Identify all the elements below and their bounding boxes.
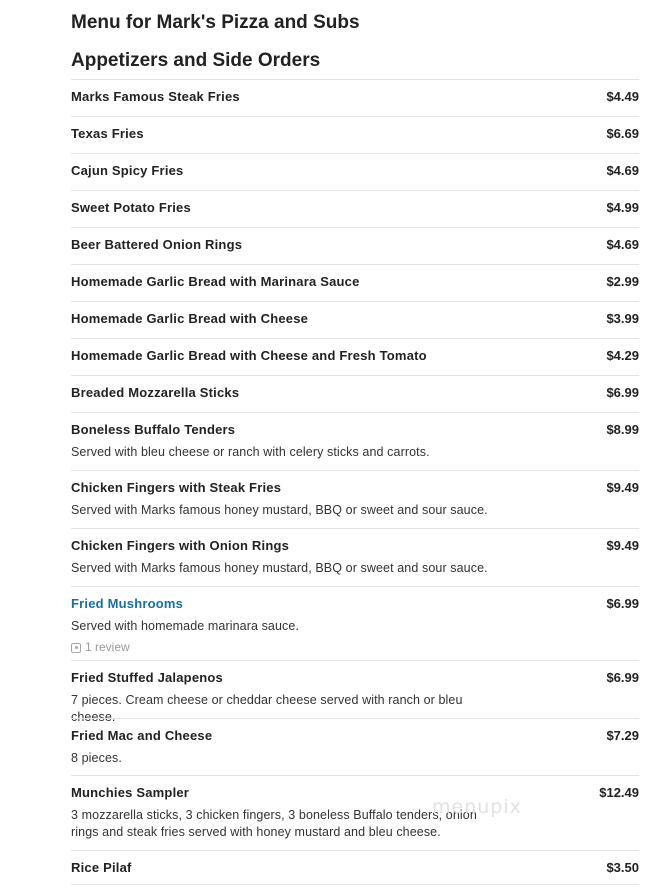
item-name: Marks Famous Steak Fries bbox=[71, 89, 240, 104]
review-link[interactable] bbox=[71, 640, 639, 655]
item-price: $4.69 bbox=[606, 237, 639, 252]
menu-item bbox=[71, 190, 639, 227]
item-name: Fried Mac and Cheese bbox=[71, 728, 213, 743]
item-description: 7 pieces. Cream cheese or cheddar cheese served with ranch or bleu cheese. bbox=[71, 693, 463, 724]
item-name: Fried Stuffed Jalapenos bbox=[71, 670, 223, 685]
item-description: Served with Marks famous honey mustard, BBQ or sweet and sour sauce. bbox=[71, 561, 488, 575]
item-price: $9.49 bbox=[606, 538, 639, 553]
menu-item bbox=[71, 264, 639, 301]
item-price: $2.99 bbox=[606, 274, 639, 289]
item-name-link[interactable]: Fried Mushrooms bbox=[71, 596, 184, 611]
menu-item bbox=[71, 301, 639, 338]
item-description: Served with Marks famous honey mustard, BBQ or sweet and sour sauce. bbox=[71, 503, 488, 517]
item-name: Breaded Mozzarella Sticks bbox=[71, 385, 240, 400]
menu-item bbox=[71, 227, 639, 264]
item-name: Cajun Spicy Fries bbox=[71, 163, 184, 178]
review-icon bbox=[71, 643, 81, 653]
item-description: 3 mozzarella sticks, 3 chicken fingers, 3 boneless Buffalo tenders, onion rings and steak fries served with honey mustard and bleu cheese. bbox=[71, 808, 477, 839]
menu-list bbox=[71, 79, 639, 885]
section-title: Appetizers and Side Orders bbox=[71, 50, 321, 71]
menu-item bbox=[71, 528, 639, 586]
page-title: Menu for Mark's Pizza and Subs bbox=[71, 12, 360, 33]
menu-item bbox=[71, 775, 639, 850]
item-price: $6.99 bbox=[606, 385, 639, 400]
review-count: 1 review bbox=[85, 640, 130, 654]
item-name: Homemade Garlic Bread with Cheese and Fresh Tomato bbox=[71, 348, 427, 363]
item-name: Boneless Buffalo Tenders bbox=[71, 422, 236, 437]
item-name: Chicken Fingers with Onion Rings bbox=[71, 538, 290, 553]
menu-item bbox=[71, 375, 639, 412]
item-price: $4.49 bbox=[606, 89, 639, 104]
menu-item bbox=[71, 412, 639, 470]
item-price: $6.99 bbox=[606, 670, 639, 685]
item-name: Homemade Garlic Bread with Marinara Sauce bbox=[71, 274, 360, 289]
item-price: $6.99 bbox=[606, 596, 639, 611]
menu-item bbox=[71, 153, 639, 190]
item-price: $12.49 bbox=[599, 785, 639, 800]
item-price: $8.99 bbox=[606, 422, 639, 437]
item-description: Served with homemade marinara sauce. bbox=[71, 619, 300, 633]
item-name: Texas Fries bbox=[71, 126, 144, 141]
menu-item bbox=[71, 470, 639, 528]
item-price: $4.69 bbox=[606, 163, 639, 178]
item-price: $4.29 bbox=[606, 348, 639, 363]
item-price: $3.50 bbox=[606, 860, 639, 875]
item-description: 8 pieces. bbox=[71, 751, 122, 765]
item-description: Served with bleu cheese or ranch with celery sticks and carrots. bbox=[71, 445, 430, 459]
item-price: $7.29 bbox=[606, 728, 639, 743]
menu-item bbox=[71, 116, 639, 153]
item-price: $3.99 bbox=[606, 311, 639, 326]
item-price: $9.49 bbox=[606, 480, 639, 495]
item-name: Rice Pilaf bbox=[71, 860, 132, 875]
item-name: Sweet Potato Fries bbox=[71, 200, 191, 215]
watermark: menupix bbox=[432, 796, 522, 818]
item-price: $4.99 bbox=[606, 200, 639, 215]
item-price: $6.69 bbox=[606, 126, 639, 141]
menu-item bbox=[71, 718, 639, 775]
menu-item bbox=[71, 586, 639, 660]
item-name: Homemade Garlic Bread with Cheese bbox=[71, 311, 309, 326]
menu-item bbox=[71, 79, 639, 116]
menu-item bbox=[71, 338, 639, 375]
item-name: Chicken Fingers with Steak Fries bbox=[71, 480, 282, 495]
item-name: Munchies Sampler bbox=[71, 785, 190, 800]
menu-item bbox=[71, 850, 639, 885]
menu-item bbox=[71, 660, 639, 724]
item-name: Beer Battered Onion Rings bbox=[71, 237, 243, 252]
